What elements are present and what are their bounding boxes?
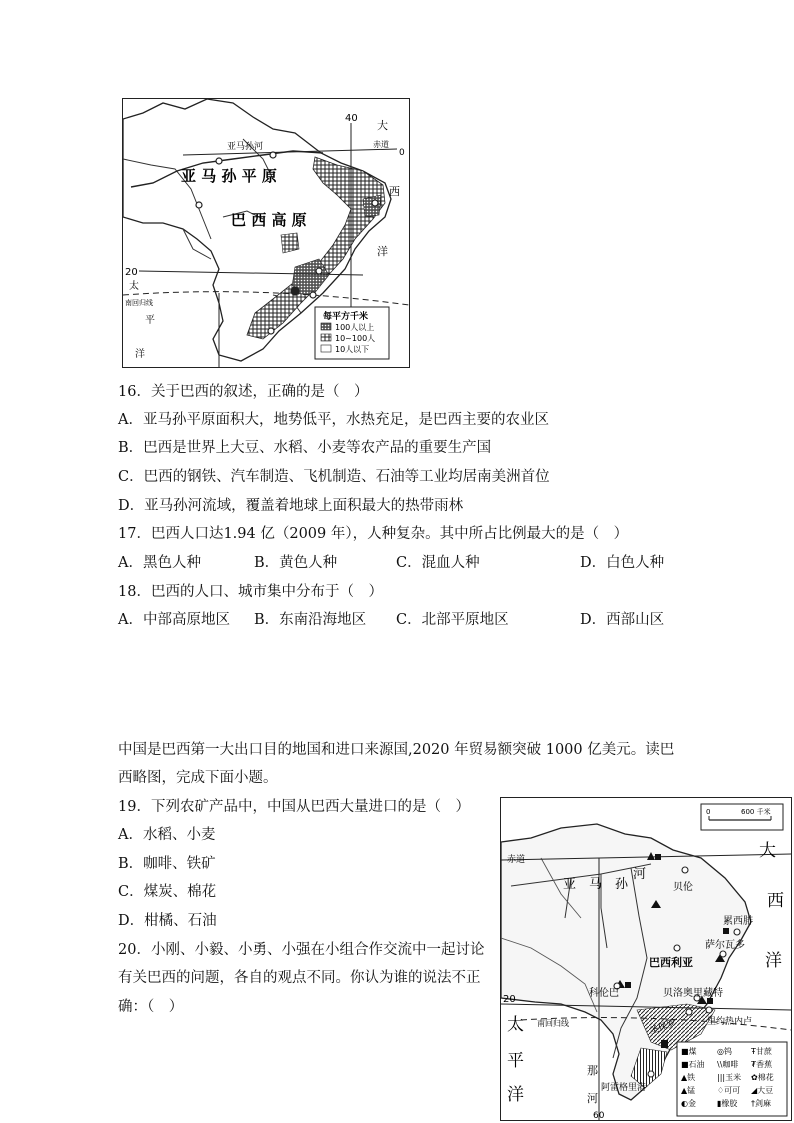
label-atlantic-2: 西	[389, 185, 400, 198]
population-legend	[315, 307, 389, 359]
label-amazon: 亚 马 孙	[563, 877, 629, 892]
label-salvador: 萨尔瓦多	[705, 940, 745, 951]
label-equator: 赤道	[507, 855, 526, 865]
q18-option-c: C．北部平原地区	[396, 612, 509, 628]
legend-corn: |||玉米	[717, 1073, 742, 1082]
label-atlantic-1: 大	[759, 841, 776, 861]
label-river: 河	[633, 867, 647, 882]
label-lon40: 40	[345, 113, 358, 124]
label-fortaleza: 累西腓	[723, 916, 753, 927]
q19-option-a: A．水稻、小麦	[118, 827, 216, 843]
label-lat20: 20	[503, 994, 516, 1005]
q19-option-b: B．咖啡、铁矿	[118, 856, 216, 872]
q20-line-2: 有关巴西的问题，各自的观点不同。你认为谁的说法不正	[118, 970, 481, 986]
q17-stem: 17．巴西人口达1.94 亿（2009 年），人种复杂。其中所占比例最大的是（ ）	[118, 526, 629, 542]
label-atlantic-1: 大	[377, 119, 388, 132]
legend-banana: ₮香蕉	[751, 1060, 773, 1069]
label-amazon-river: 亚马孙河	[227, 142, 264, 152]
resources-map-svg	[501, 798, 791, 1120]
label-pacific-3: 洋	[135, 349, 145, 360]
label-atlantic-3: 洋	[377, 245, 388, 258]
label-pacific-2: 平	[145, 315, 155, 326]
q18-option-a: A．中部高原地区	[118, 612, 230, 628]
brazil-population-map	[122, 98, 410, 368]
intro-line-1: 中国是巴西第一大出口目的地国和进口来源国,2020 年贸易额突破 1000 亿美元。读巴	[118, 742, 675, 758]
label-porto: 阿雷格里港	[601, 1083, 647, 1093]
label-equator: 赤道	[373, 140, 389, 149]
label-saopaulo: 圣保罗	[648, 1018, 678, 1037]
label-belo: 贝洛奥里藏特	[663, 988, 723, 999]
legend-title: 每平方千米	[323, 312, 369, 322]
legend-cocoa: ♢可可	[717, 1086, 741, 1095]
legend-coffee: \\咖啡	[717, 1060, 739, 1069]
label-tropic: 南回归线	[125, 299, 153, 307]
legend-iron: ▲铁	[681, 1073, 696, 1082]
q17-option-c: C．混血人种	[396, 555, 480, 571]
legend-tungsten: ◎钨	[717, 1047, 732, 1056]
q16-option-a: A．亚马孙平原面积大，地势低平，水热充足，是巴西主要的农业区	[118, 412, 549, 428]
dense-region-2	[363, 195, 381, 217]
legend-sisal: †剑麻	[751, 1099, 771, 1108]
label-brasilia: 巴西利亚	[649, 956, 693, 969]
q18-stem: 18．巴西的人口、城市集中分布于（ ）	[118, 584, 383, 600]
q18-options	[118, 610, 664, 630]
label-brazil-highland: 巴 西 高 原	[231, 211, 307, 229]
q17-option-d: D．白色人种	[580, 555, 665, 571]
legend-oil: ■石油	[681, 1060, 705, 1069]
q20-line-3: 确：（ ）	[118, 999, 184, 1015]
label-parana-4: 河	[587, 1092, 598, 1105]
label-lat0: 0	[399, 148, 405, 158]
dense-region-3	[281, 233, 299, 253]
legend-item-low: 10人以下	[335, 345, 370, 354]
q16-option-b: B．巴西是世界上大豆、水稻、小麦等农产品的重要生产国	[118, 440, 492, 456]
q16-option-d: D．亚马孙河流域，覆盖着地球上面积最大的热带雨林	[118, 498, 464, 514]
resource-legend	[677, 1042, 787, 1116]
legend-coal: ■煤	[681, 1047, 697, 1056]
legend-cotton: ✿棉花	[751, 1073, 774, 1082]
q19-option-d: D．柑橘、石油	[118, 913, 217, 929]
scale-distance: 600 千米	[741, 808, 771, 816]
legend-sugarcane: Ŧ甘蔗	[751, 1047, 772, 1056]
q16-option-c: C．巴西的钢铁、汽车制造、飞机制造、石油等工业均居南美洲首位	[118, 469, 550, 485]
label-pacific-2: 平	[507, 1051, 524, 1071]
q18-option-b: B．东南沿海地区	[254, 612, 367, 628]
q19-stem: 19．下列农矿产品中，中国从巴西大量进口的是（ ）	[118, 799, 470, 815]
legend-soybean: ◢大豆	[751, 1086, 774, 1095]
q20-line-1: 20．小刚、小毅、小勇、小强在小组合作交流中一起讨论	[118, 942, 485, 958]
label-atlantic-3: 洋	[765, 951, 782, 971]
legend-item-mid: 10~100人	[335, 334, 376, 343]
label-lat20: 20	[125, 267, 138, 278]
legend-manganese: ▲锰	[681, 1086, 696, 1095]
label-parana-3: 那	[587, 1064, 598, 1077]
legend-gold: ◐金	[681, 1099, 696, 1108]
tropic-line	[123, 292, 409, 305]
label-pacific-3: 洋	[507, 1085, 524, 1105]
q18-option-d: D．西部山区	[580, 612, 665, 628]
legend-rubber: ▮橡胶	[717, 1099, 738, 1108]
population-map-svg	[123, 99, 409, 367]
label-pacific-1: 太	[129, 281, 139, 292]
label-pacific-1: 太	[507, 1015, 524, 1035]
label-amazon-plain: 亚 马 孙 平 原	[181, 167, 277, 185]
q17-option-a: A．黑色人种	[118, 555, 201, 571]
q16-stem: 16．关于巴西的叙述，正确的是（ ）	[118, 384, 369, 400]
equator-line	[183, 149, 397, 155]
brazil-resources-map	[500, 797, 792, 1121]
scale-bar	[701, 804, 783, 830]
label-belem: 贝伦	[673, 882, 693, 893]
q19-option-c: C．煤炭、棉花	[118, 884, 217, 900]
label-rio: 里约热内卢	[707, 1017, 753, 1027]
label-lon60: 60	[593, 1111, 605, 1120]
intro-line-2: 西略图，完成下面小题。	[118, 770, 278, 786]
label-tropic: 南回归线	[537, 1019, 569, 1028]
q17-options	[118, 553, 664, 573]
scale-zero: 0	[706, 808, 711, 816]
legend-item-high: 100人以上	[335, 323, 375, 332]
q17-option-b: B．黄色人种	[254, 555, 338, 571]
label-atlantic-2: 西	[767, 891, 784, 911]
label-corumba: 科伦巴	[589, 988, 619, 999]
